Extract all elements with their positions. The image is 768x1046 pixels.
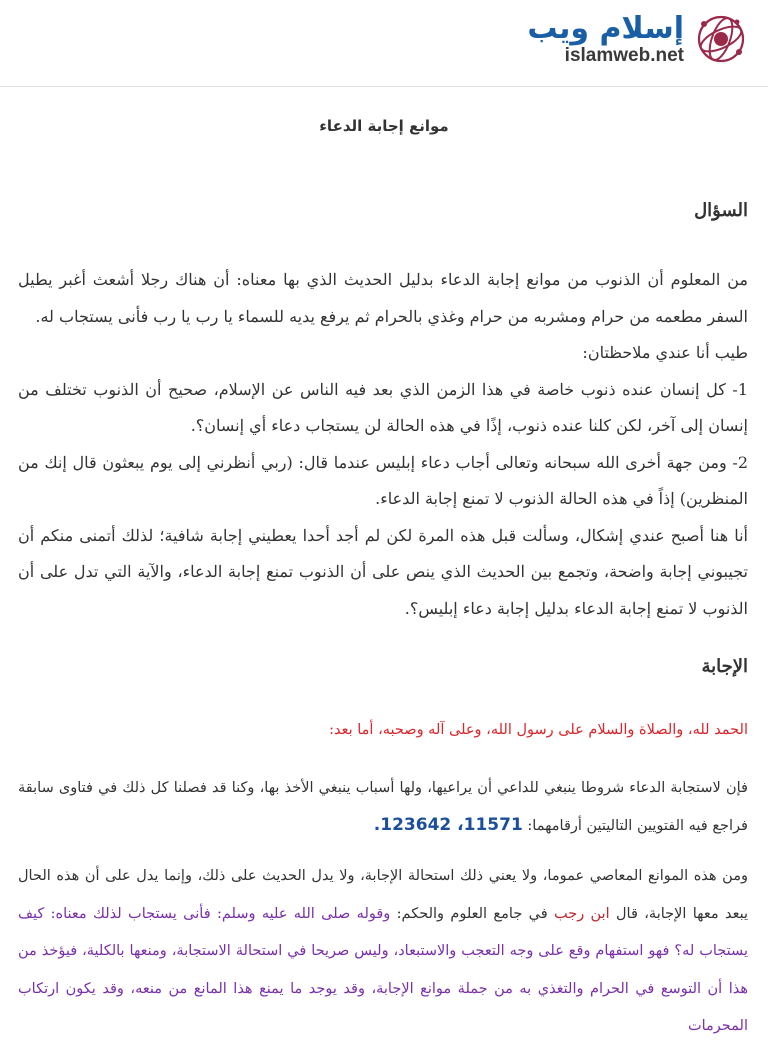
site-header — [0, 0, 768, 87]
globe-logo-icon — [692, 10, 750, 68]
question-heading: السؤال — [694, 200, 748, 221]
logo-text — [527, 12, 684, 66]
question-paragraph: طيب أنا عندي ملاحظتان: — [582, 343, 748, 362]
fatwa-end: . — [373, 815, 381, 835]
scholar-name: ابن رجب — [554, 905, 610, 922]
question-paragraph: من المعلوم أن الذنوب من موانع إجابة الدعاء بدليل الحديث الذي بها معناه: أن هناك رجلا أشعث أغبر يطيل السفر مطعمه من حرام ومشربه من حرام وغذي بالحرام ثم يرفع يديه للسماء يا رب يا رب فأنى يستجاب له. — [18, 270, 748, 326]
page-title: موانع إجابة الدعاء — [319, 117, 449, 135]
scholar-quote: وقوله صلى الله عليه وسلم: فأنى يستجاب لذلك معناه: كيف يستجاب له؟ فهو استفهام وقع على وجه التعجب والاستبعاد، وليس صريحا في استحالة الاستجابة، ومنعها بالكلية، فيؤخذ من هذا أن التوسع في الحرام والتغذي به من جملة موانع الإجابة، وقد يوجد ما يمنع هذا المانع من منعه، وقد يكون ارتكاب المحرمات — [18, 905, 748, 1034]
question-paragraph: 1- كل إنسان عنده ذنوب خاصة في هذا الزمن الذي بعد فيه الناس عن الإسلام، صحيح أن الذنوب تختلف من إنسان إلى آخر، لكن كلنا عنده ذنوب، إذًا في هذه الحالة لن يستجاب دعاء أي إنسان؟. — [18, 379, 748, 435]
answer-paragraph-1 — [18, 770, 748, 845]
answer-paragraph-2 — [18, 858, 748, 1046]
answer-heading: الإجابة — [701, 656, 748, 677]
answer-text: في جامع العلوم والحكم: — [390, 905, 554, 922]
question-paragraph: 2- ومن جهة أخرى الله سبحانه وتعالى أجاب دعاء إبليس عندما قال: (ربي أنظرني إلى يوم يبعثون قال إنك من المنظرين) إذاً في هذه الحالة الذنوب لا تمنع إجابة الدعاء. — [18, 452, 748, 508]
fatwa-link-123642[interactable]: 123642 — [380, 815, 452, 835]
logo-arabic: إسلام ويب — [527, 11, 684, 46]
logo-english: islamweb.net — [564, 45, 684, 66]
site-logo[interactable] — [527, 10, 750, 68]
question-paragraph: أنا هنا أصبح عندي إشكال، وسألت قبل هذه المرة لكن لم أجد أحدا يعطيني إجابة شافية؛ لذلك أتمنى منكم أن تجيبوني إجابة واضحة، وتجمع بين الحديث الذي ينص على أن الذنوب تمنع إجابة الدعاء، والآية التي تدل على أن الذنوب لا تمنع إجابة الدعاء بدليل إجابة دعاء إبليس؟. — [18, 525, 749, 618]
answer-text: فإن لاستجابة الدعاء شروطا ينبغي للداعي أن يراعيها، ولها أسباب ينبغي الأخذ بها، وكنا قد فصلنا كل ذلك في فتاوى سابقة فراجع فيه الفتويين التاليتين أرقامهما: — [18, 780, 748, 834]
fatwa-link-11571[interactable]: 11571 — [463, 815, 523, 835]
fatwa-separator: ، — [451, 815, 464, 835]
answer-opening: الحمد لله، والصلاة والسلام على رسول الله، وعلى آله وصحبه، أما بعد: — [329, 722, 748, 738]
question-body — [18, 262, 748, 627]
answer-text: ومن هذه الموانع المعاصي عموما، ولا يعني ذلك استحالة الإجابة، ولا يدل الحديث على ذلك، وإنما يدل على أن هذه الحال يبعد معها الإجابة، قال — [18, 868, 748, 922]
